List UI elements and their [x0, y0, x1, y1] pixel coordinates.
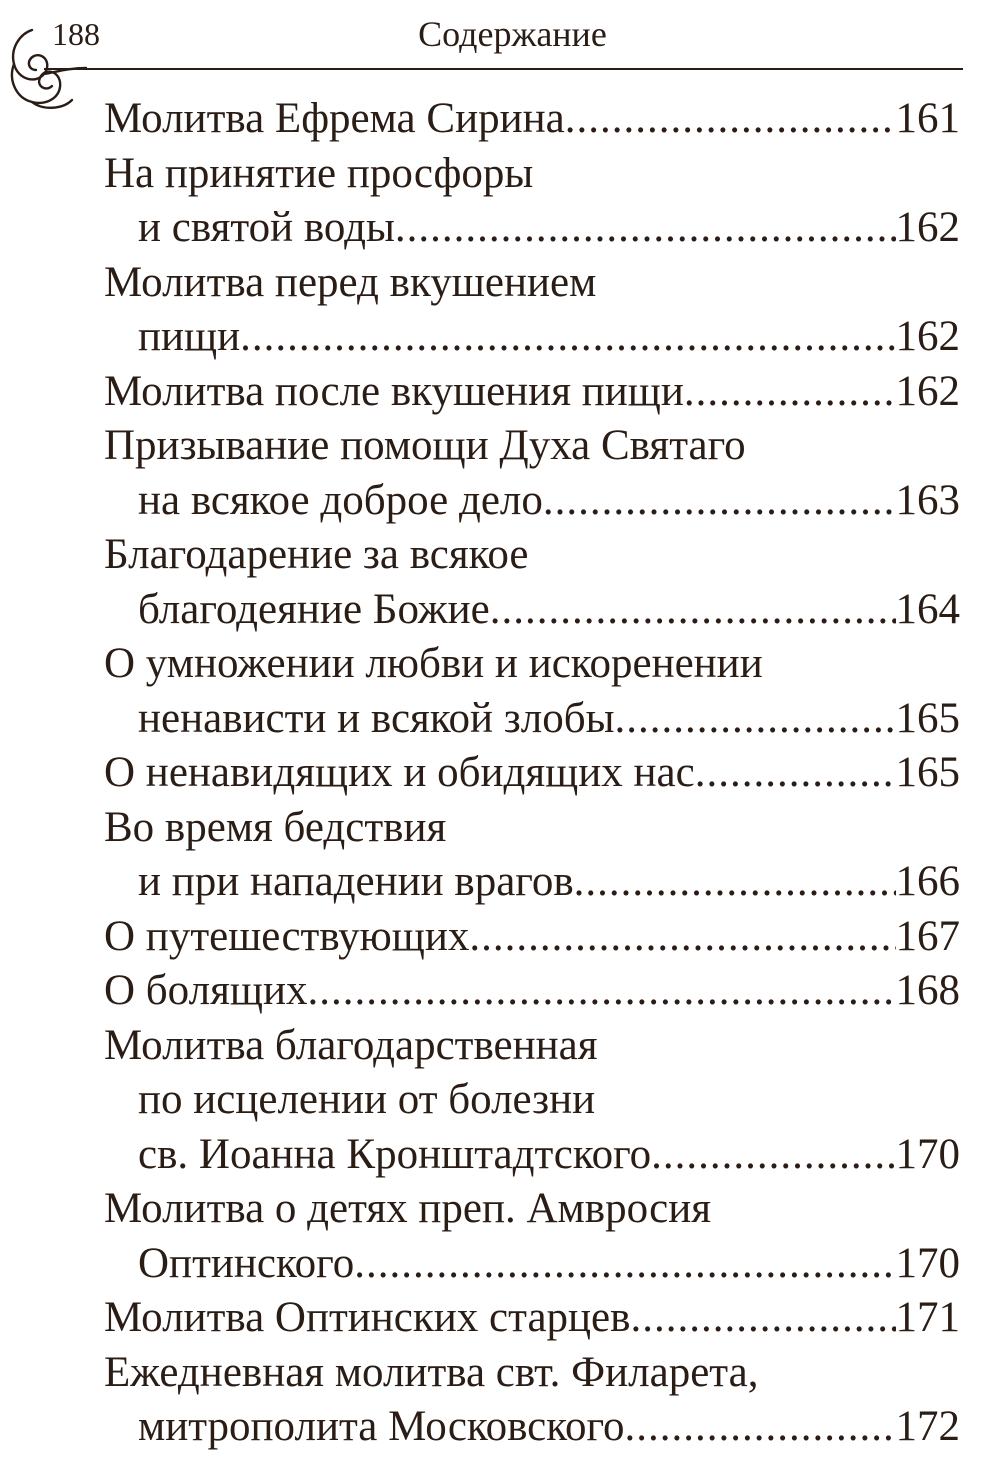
toc-entry-line [104, 1182, 960, 1237]
toc-entry [104, 746, 960, 801]
toc-entry [104, 1291, 960, 1346]
toc-entry-page-number: 164 [895, 585, 960, 633]
toc-dot-leader [354, 1237, 895, 1292]
toc-entry-title: митрополита Московского [138, 1403, 625, 1450]
toc-entry-title: на всякое доброе дело [138, 476, 543, 524]
toc-entry-line [104, 419, 960, 474]
toc-entry-page-number: 163 [895, 476, 960, 524]
toc-entry-line [104, 201, 960, 256]
toc-dot-leader [490, 583, 896, 638]
toc-entry-line [104, 637, 960, 692]
toc-dot-leader [684, 365, 896, 420]
toc-entry-line [104, 910, 960, 965]
toc-entry-page-number: 171 [895, 1294, 960, 1341]
toc-entry [104, 419, 960, 528]
toc-entry-page-number: 162 [895, 313, 960, 360]
toc-entry-page-number: 170 [895, 1130, 960, 1178]
toc-entry-page-number: 166 [895, 858, 960, 905]
toc-entry-title: На принятие просфоры [104, 149, 534, 197]
toc-entry-line [104, 583, 960, 638]
toc-entry-title: Молитва Оптинских старцев [104, 1294, 631, 1341]
toc-entry [104, 147, 960, 256]
toc-entry [104, 92, 960, 147]
toc-entry-line [104, 1073, 960, 1128]
toc-entry-page-number: 162 [895, 204, 960, 251]
toc-entry-title: Молитва о детях преп. Амвросия [104, 1185, 712, 1232]
toc-entry [104, 1346, 960, 1455]
toc-dot-leader [651, 1128, 895, 1183]
toc-entry [104, 256, 960, 365]
toc-entry-line [104, 474, 960, 529]
toc-dot-leader [625, 1400, 896, 1455]
toc-entry-title: пищи [138, 313, 241, 360]
toc-entry [104, 910, 960, 965]
toc-dot-leader [565, 92, 896, 147]
toc-entry [104, 365, 960, 420]
toc-dot-leader [695, 746, 896, 801]
toc-entry-page-number: 161 [895, 95, 960, 142]
toc-entry-line [104, 1291, 960, 1346]
toc-entry-line [104, 528, 960, 583]
toc-entry-line [104, 147, 960, 202]
toc-entry-line [104, 1346, 960, 1401]
toc-entry-title: св. Иоанна Кронштадтского [138, 1130, 652, 1178]
toc-entry-line [104, 692, 960, 747]
toc-entry [104, 528, 960, 637]
toc-entry-title: О умножении любви и искоренении [104, 640, 763, 687]
toc-entry-line [104, 1400, 960, 1455]
toc-entry-page-number: 167 [895, 912, 960, 960]
toc-entry-line [104, 746, 960, 801]
toc-entry-title: Молитва Ефрема Сирина [104, 95, 565, 142]
toc-entry-page-number: 172 [895, 1403, 960, 1450]
toc-entry-page-number: 165 [895, 694, 960, 742]
toc-entry-title: Во время бедствия [104, 803, 447, 851]
toc-entry [104, 801, 960, 910]
toc-entry-title: Оптинского [138, 1239, 355, 1287]
toc-entry [104, 637, 960, 746]
header-rule [44, 68, 963, 70]
toc-entry-line [104, 92, 960, 147]
toc-entry-line [104, 310, 960, 365]
toc-dot-leader [630, 1291, 895, 1346]
toc-entry-title: по исцелении от болезни [138, 1076, 596, 1123]
table-of-contents [104, 92, 960, 1455]
toc-entry-line [104, 1019, 960, 1074]
toc-entry-page-number: 162 [895, 367, 960, 415]
toc-entry-title: Молитва перед вкушением [104, 258, 597, 306]
toc-entry-title: и святой воды [138, 204, 395, 251]
toc-entry-title: благодеяние Божие [138, 585, 490, 633]
toc-entry-title: Ежедневная молитва свт. Филарета, [104, 1348, 759, 1396]
toc-dot-leader [395, 201, 896, 256]
toc-entry-line [104, 1237, 960, 1292]
toc-entry [104, 1182, 960, 1291]
toc-entry-page-number: 170 [895, 1239, 960, 1287]
toc-entry-line [104, 964, 960, 1019]
toc-dot-leader [469, 910, 895, 965]
toc-entry-title: Молитва после вкушения пищи [104, 367, 684, 415]
toc-dot-leader [307, 964, 895, 1019]
toc-entry-page-number: 165 [895, 749, 960, 796]
toc-entry-title: О болящих [104, 967, 308, 1014]
toc-entry-line [104, 1128, 960, 1183]
toc-entry-title: ненависти и всякой злобы [138, 694, 615, 742]
page-number: 188 [52, 16, 100, 52]
toc-dot-leader [543, 474, 896, 529]
toc-entry-line [104, 855, 960, 910]
toc-entry-title: О ненавидящих и обидящих нас [104, 749, 695, 796]
toc-entry-page-number: 168 [895, 967, 960, 1014]
toc-entry [104, 1019, 960, 1183]
toc-entry-title: О путешествующих [104, 912, 470, 960]
toc-dot-leader [240, 310, 895, 365]
toc-entry-line [104, 801, 960, 856]
toc-entry-line [104, 365, 960, 420]
running-title: Содержание [418, 14, 607, 54]
toc-entry-line [104, 256, 960, 311]
toc-entry-title: Молитва благодарственная [104, 1021, 598, 1069]
toc-entry-title: Призывание помощи Духа Святаго [104, 422, 746, 469]
toc-entry-title: и при нападении врагов [138, 858, 574, 905]
toc-dot-leader [574, 855, 896, 910]
toc-dot-leader [615, 692, 896, 747]
toc-entry [104, 964, 960, 1019]
toc-entry-title: Благодарение за всякое [104, 531, 529, 578]
